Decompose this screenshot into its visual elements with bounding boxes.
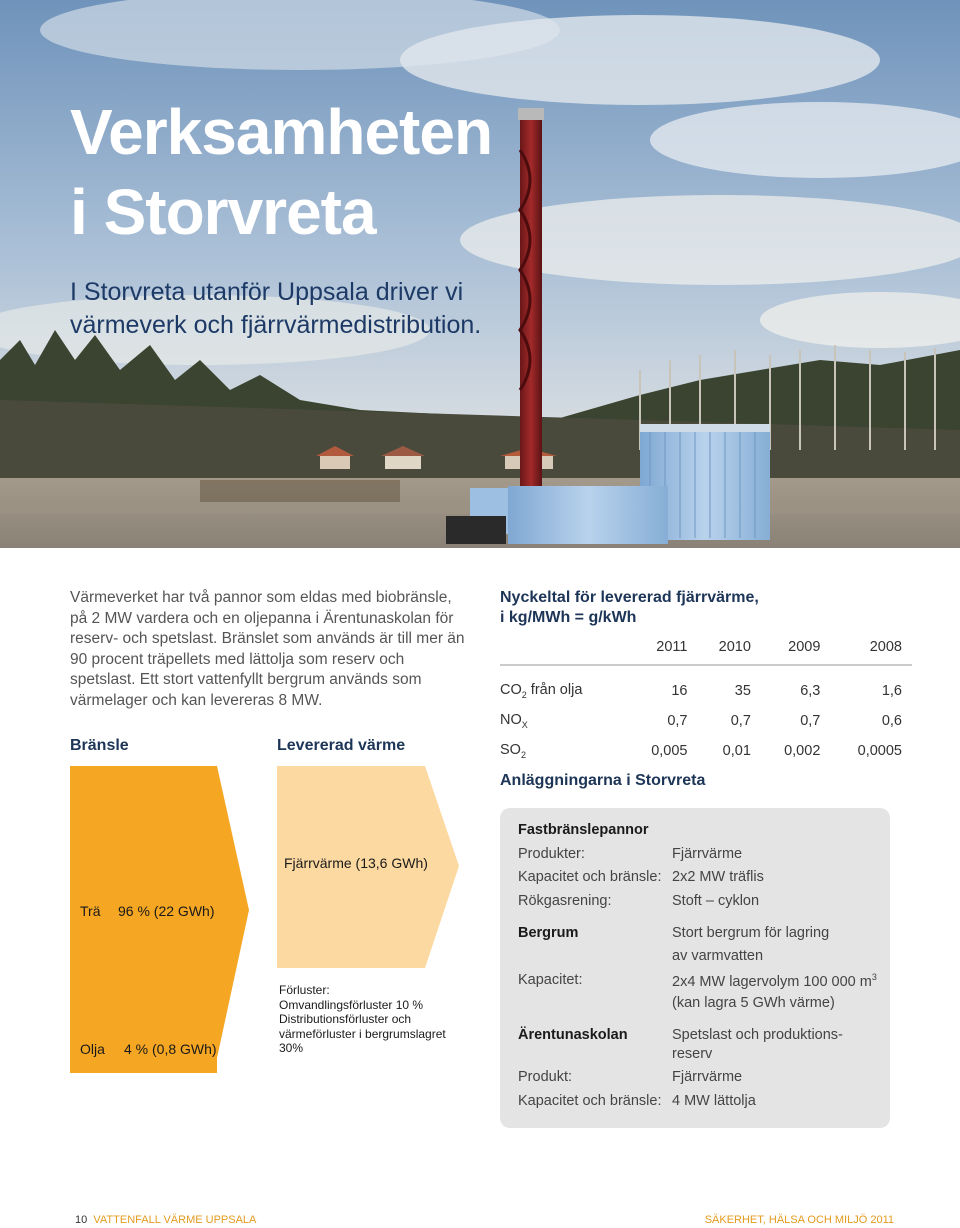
product-label: Produkt: xyxy=(518,1069,572,1085)
losses-line2: Distributionsförluster och värmeförluster i bergrumslagret xyxy=(279,1012,446,1041)
hero-title-line2: i Storvreta xyxy=(70,176,376,248)
kpi-cell: 0,7 xyxy=(800,713,821,729)
school-capacity-value: 4 MW lättolja xyxy=(672,1093,756,1109)
losses-title: Förluster: xyxy=(279,983,330,997)
kpi-header-empty xyxy=(500,638,628,665)
hero-title-line1: Verksamheten xyxy=(70,96,493,168)
product-value: Fjärrvärme xyxy=(672,1069,743,1085)
wood-label: Trä xyxy=(80,903,101,919)
school-capacity-label: Kapacitet och bränsle: xyxy=(518,1093,662,1109)
kpi-cell: 1,6 xyxy=(881,683,902,699)
rock-capacity-value2: (kan lagra 5 GWh värme) xyxy=(672,995,835,1011)
kpi-cell: 0,0005 xyxy=(857,743,902,759)
oil-label: Olja xyxy=(80,1041,105,1057)
kpi-row-label: $SO_2$ xyxy=(500,742,526,760)
district-heat-label: Fjärrvärme (13,6 GWh) xyxy=(284,855,428,871)
kpi-header-row xyxy=(500,638,912,665)
kpi-row-co2 xyxy=(500,665,912,706)
rock-value1: Stort bergrum för lagring xyxy=(672,925,830,941)
flue-value: Stoft – cyklon xyxy=(672,893,760,909)
kpi-cell: 0,7 xyxy=(730,713,751,729)
school-value1: Spetslast och produktions- xyxy=(672,1027,843,1043)
kpi-cell: 16 xyxy=(671,683,688,699)
kpi-year: 2010 xyxy=(697,638,760,665)
hero-photo xyxy=(0,0,960,548)
kpi-cell: 0,6 xyxy=(881,713,902,729)
kpi-title xyxy=(500,588,759,628)
fuel-heading: Bränsle xyxy=(70,737,129,754)
kpi-cell: 0,002 xyxy=(784,743,821,759)
capacity-value: 2x2 MW träflis xyxy=(672,869,764,885)
kpi-title-line2: i kg/MWh = g/kWh xyxy=(500,609,637,626)
oil-value: 4 % (0,8 GWh) xyxy=(124,1041,217,1057)
losses-block xyxy=(279,983,459,1056)
losses-line3: 30% xyxy=(279,1041,304,1055)
kpi-row-label: $CO_2$ från olja xyxy=(500,682,583,700)
kpi-row-so2 xyxy=(500,736,912,766)
oil-fuel-shape xyxy=(70,1058,217,1073)
products-value: Fjärrvärme xyxy=(672,846,743,862)
footer-right: SÄKERHET, HÄLSA OCH MILJÖ 2011 xyxy=(704,1214,894,1226)
kpi-year: 2008 xyxy=(830,638,912,665)
hero-title xyxy=(70,92,492,252)
losses-line1: Omvandlingsförluster 10 % xyxy=(279,997,424,1012)
plants-title: Anläggningarna i Storvreta xyxy=(500,772,706,789)
page-number: 10 xyxy=(75,1214,88,1226)
landscape-illustration xyxy=(0,0,960,548)
capacity-label: Kapacitet och bränsle: xyxy=(518,869,662,885)
flue-label: Rökgasrening: xyxy=(518,893,612,909)
kpi-year: 2011 xyxy=(628,638,697,665)
kpi-year: 2009 xyxy=(761,638,830,665)
kpi-title-line1: Nyckeltal för levererad fjärrvärme, xyxy=(500,589,759,606)
hero-subtitle: I Storvreta utanför Uppsala driver vi värmeverk och fjärrvärmedistribution. xyxy=(70,278,482,339)
footer-publication: VATTENFALL VÄRME UPPSALA xyxy=(93,1214,257,1226)
intro-paragraph: Värmeverket har två pannor som eldas med biobränsle, på 2 MW vardera och en oljepanna i Ärentunaskolan för reserv- och spetslast. Bränslet som används är till mer än 90 procent träpellets med lättolja som reserv och spetslast. Ett stort vattenfyllt bergrum används som värmelager och kan levereras 8 MW. xyxy=(70,589,465,709)
kpi-row-label: $NO_X$ xyxy=(500,712,528,730)
school-value2: reserv xyxy=(672,1046,713,1062)
fast-title: Fastbränslepannor xyxy=(518,822,649,838)
kpi-cell: 0,7 xyxy=(667,713,688,729)
kpi-cell: 0,01 xyxy=(722,743,751,759)
kpi-cell: 35 xyxy=(734,683,751,699)
school-title: Ärentunaskolan xyxy=(518,1027,628,1043)
rock-title: Bergrum xyxy=(518,925,579,941)
rock-value2: av varmvatten xyxy=(672,948,764,964)
kpi-cell: 6,3 xyxy=(800,683,821,699)
plants-info-box xyxy=(500,808,890,1128)
heat-heading: Levererad värme xyxy=(277,737,406,754)
kpi-cell: 0,005 xyxy=(651,743,688,759)
wood-value: 96 % (22 GWh) xyxy=(118,903,215,919)
rock-capacity-label: Kapacitet: xyxy=(518,972,583,988)
rock-capacity-value: 2x4 MW lagervolym 100 000 $m^3$ xyxy=(672,972,877,990)
kpi-row-nox xyxy=(500,706,912,736)
footer-left xyxy=(75,1214,256,1226)
products-label: Produkter: xyxy=(518,846,585,862)
kpi-table xyxy=(500,638,912,766)
